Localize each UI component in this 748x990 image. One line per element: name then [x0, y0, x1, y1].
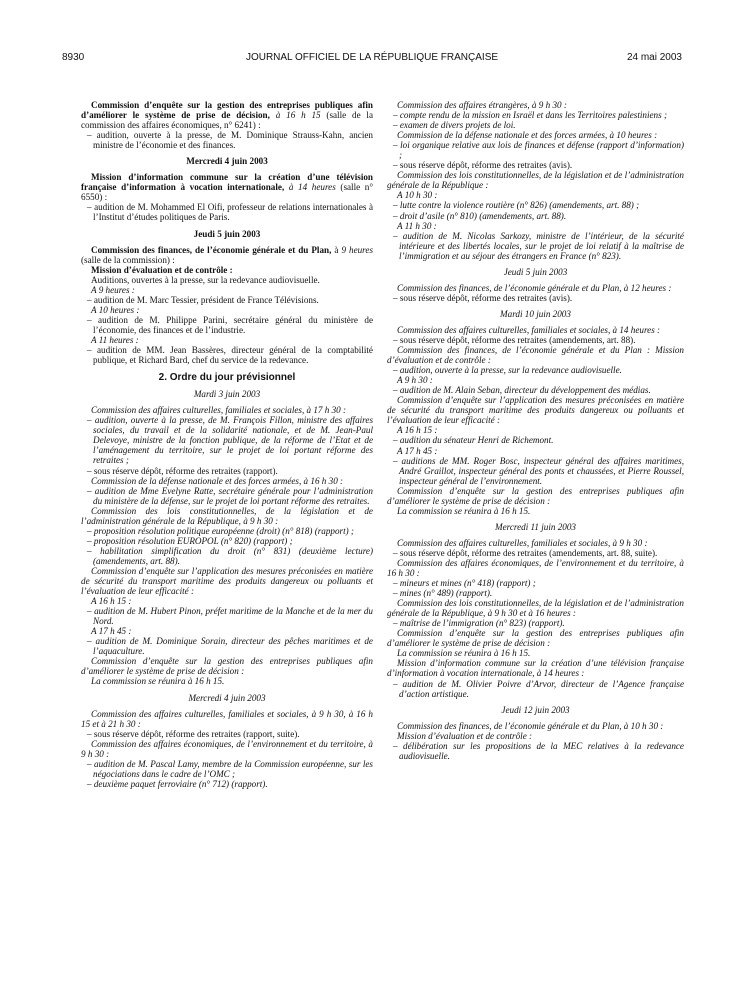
commission-heading: Commission des finances, de l’économie générale et du Plan : Mission d’évaluation et de contrôle :: [387, 345, 684, 366]
commission-heading: Commission des affaires culturelles, familiales et sociales, à 14 heures :: [397, 324, 661, 335]
agenda-note: Auditions, ouvertes à la presse, sur la redevance audiovisuelle.: [91, 274, 320, 285]
time-slot: A 17 h 45 :: [91, 626, 132, 637]
day-heading: Mercredi 4 juin 2003: [186, 156, 268, 167]
commission-heading: Commission d’enquête sur la gestion des entreprises publiques afin d’améliorer le système de prise de décision :: [387, 628, 684, 649]
agenda-item: – délibération sur les propositions de la MEC relatives à la redevance audiovisuelle.: [393, 740, 684, 761]
agenda-item: – audition, ouverte à la presse, de M. Dominique Strauss-Kahn, ancien ministre de l’économie et des finances.: [87, 130, 373, 151]
commission-heading: Commission des affaires culturelles, familiales et sociales, à 17 h 30 :: [91, 405, 347, 416]
agenda-item: – sous réserve dépôt, réforme des retraites (rapport).: [87, 465, 278, 476]
time-slot: A 10 heures :: [91, 304, 140, 315]
agenda-item: – auditions de MM. Roger Bosc, inspecteur général des affaires maritimes, André Graillot, inspecteur général des ponts et chaussées, et Pierre Roussel, inspecteur général de l’environnement.: [393, 455, 684, 486]
commission-heading: Commission d’enquête sur la gestion des entreprises publiques afin d’améliorer le système de prise de décision :: [387, 485, 684, 506]
agenda-item: – audition de M. Mohammed El Oifi, professeur de relations internationales à l’Institut d’études politiques de Paris.: [87, 202, 373, 223]
agenda-item: – audition de M. Philippe Parini, secrétaire général du ministère de l’économie, des finances et de l’industrie.: [87, 314, 373, 335]
agenda-item: – audition, ouverte à la presse, de M. François Fillon, ministre des affaires sociales, du travail et de la solidarité nationale, et de M. Jean-Paul Delevoye, ministre de la fonction publique, de la réforme de l’Etat et de l’aménagement du territoire, sur le projet de loi portant réforme des retraites ;: [87, 415, 373, 466]
agenda-item: – sous réserve dépôt, réforme des retraites (amendements, art. 88, suite).: [393, 547, 658, 558]
commission-heading: Commission des finances, de l’économie générale et du Plan, à 12 heures :: [397, 282, 672, 293]
commission-heading: Commission des finances, de l’économie générale et du Plan, à 10 h 30 :: [397, 720, 664, 731]
commission-heading: Commission des lois constitutionnelles, de la législation et de l’administration générale de la République, à 9 h 30 :: [81, 505, 373, 526]
section-heading: 2. Ordre du jour prévisionnel: [158, 372, 296, 384]
commission-heading: Commission de la défense nationale et des forces armées, à 16 h 30 :: [91, 475, 344, 486]
agenda-item: – audition de M. Hubert Pinon, préfet maritime de la Manche et de la mer du Nord.: [87, 606, 373, 627]
agenda-item: – audition, ouverte à la presse, sur la redevance audiovisuelle.: [393, 365, 622, 376]
agenda-item: – audition du sénateur Henri de Richemont.: [393, 435, 554, 446]
time-slot: A 16 h 15 :: [397, 425, 438, 436]
agenda-item: – lutte contre la violence routière (n° 826) (amendements, art. 88) ;: [393, 200, 640, 211]
agenda-item: – mineurs et mines (n° 418) (rapport) ;: [393, 578, 536, 589]
agenda-item: – audition de Mme Evelyne Ratte, secrétaire générale pour l’administration du ministère de la défense, sur le projet de loi portant réforme des retraites.: [87, 485, 373, 506]
day-heading: Jeudi 12 juin 2003: [501, 704, 570, 715]
agenda-item: – audition de M. Dominique Sorain, directeur des pêches maritimes et de l’aquaculture.: [87, 636, 373, 657]
time-slot: A 9 heures :: [91, 284, 135, 295]
time-slot: A 16 h 15 :: [91, 596, 132, 607]
commission-heading: Commission des finances, de l’économie générale et du Plan, à 9 heures (salle de la commission) :: [81, 244, 373, 265]
commission-heading: Commission d’enquête sur l’application des mesures préconisées en matière de sécurité du transport maritime des produits dangereux ou polluants et l’évaluation de leur efficacité :: [387, 395, 684, 426]
agenda-item: – audition de M. Pascal Lamy, membre de la Commission européenne, sur les négociations dans le cadre de l’OMC ;: [87, 758, 373, 779]
commission-heading: Commission des lois constitutionnelles, de la législation et de l’administration générale de la République :: [387, 170, 684, 191]
time-slot: A 9 h 30 :: [397, 375, 433, 386]
agenda-note: La commission se réunira à 16 h 15.: [397, 648, 531, 659]
agenda-item: – proposition résolution EUROPOL (n° 820) (rapport) ;: [87, 535, 293, 546]
right-column: [387, 100, 684, 761]
agenda-item: – sous réserve dépôt, réforme des retraites (rapport, suite).: [87, 728, 300, 739]
day-heading: Mardi 3 juin 2003: [193, 389, 261, 400]
day-heading: Jeudi 5 juin 2003: [193, 228, 261, 239]
mission-heading: Mission d’évaluation et de contrôle :: [397, 730, 533, 741]
commission-heading: Commission d’enquête sur l’application des mesures préconisées en matière de sécurité du transport maritime des produits dangereux ou polluants et l’évaluation de leur efficacité :: [81, 565, 373, 597]
page-number: 8930: [62, 52, 85, 63]
commission-heading: Commission des affaires culturelles, familiales et sociales, à 9 h 30 :: [397, 537, 648, 548]
agenda-item: – sous réserve dépôt, réforme des retraites (avis).: [393, 160, 573, 171]
time-slot: A 10 h 30 :: [397, 190, 438, 201]
agenda-item: – audition de M. Marc Tessier, président de France Télévisions.: [87, 294, 319, 305]
agenda-note: La commission se réunira à 16 h 15.: [397, 505, 531, 516]
agenda-item: – mines (n° 489) (rapport).: [393, 588, 493, 599]
agenda-item: – habilitation simplification du droit (n° 831) (deuxième lecture) (amendements, art. 88).: [87, 545, 373, 566]
commission-heading: Commission d’enquête sur la gestion des entreprises publiques afin d’améliorer le système de prise de décision :: [81, 656, 373, 677]
time-slot: A 11 h 30 :: [397, 220, 437, 231]
agenda-note: La commission se réunira à 16 h 15.: [91, 676, 225, 687]
commission-heading: Mission d’information commune sur la création d’une télévision française d’information à vocation internationale, à 14 heures :: [387, 658, 684, 679]
agenda-item: – proposition résolution politique européenne (droit) (n° 818) (rapport) ;: [87, 525, 354, 536]
commission-heading: Commission des lois constitutionnelles, de la législation et de l’administration générale de la République, à 9 h 30 et à 16 heures :: [387, 598, 684, 619]
day-heading: Jeudi 5 juin 2003: [503, 266, 568, 277]
commission-heading: Commission d’enquête sur la gestion des entreprises publiques afin d’améliorer le système de prise de décision, à 16 h 15 (salle de la commission des affaires économiques, n° 6241) :: [81, 100, 374, 131]
agenda-item: – audition de M. Olivier Poivre d’Arvor, directeur de l’Agence française d’action artistique.: [393, 678, 684, 699]
day-heading: Mardi 10 juin 2003: [500, 308, 571, 319]
commission-heading: Commission des affaires économiques, de l’environnement et du territoire, à 16 h 30 :: [387, 557, 684, 579]
journal-title: JOURNAL OFFICIEL DE LA RÉPUBLIQUE FRANÇAISE: [245, 52, 499, 63]
left-column: [81, 100, 373, 789]
time-slot: A 11 heures :: [91, 334, 139, 345]
commission-heading: Commission des affaires étrangères, à 9 h 30 :: [397, 100, 567, 110]
page-header: [62, 52, 682, 66]
issue-date: 24 mai 2003: [626, 52, 682, 63]
agenda-item: – sous réserve dépôt, réforme des retraites (amendements, art. 88).: [393, 334, 636, 345]
agenda-item: – audition de MM. Jean Bassères, directeur général de la comptabilité publique, et Richard Bard, chef du service de la redevance.: [87, 345, 373, 366]
agenda-item: – maîtrise de l’immigration (n° 823) (rapport).: [393, 618, 565, 629]
commission-heading: Commission des affaires culturelles, familiales et sociales, à 9 h 30, à 16 h 15 et à 21 h 30 :: [81, 708, 373, 729]
day-heading: Mercredi 4 juin 2003: [188, 692, 266, 703]
agenda-item: – sous réserve dépôt, réforme des retraites (avis).: [393, 292, 573, 303]
agenda-item: – loi organique relative aux lois de finances et défense (rapport d’information) ;: [393, 140, 684, 161]
day-heading: Mercredi 11 juin 2003: [494, 521, 576, 532]
agenda-item: – compte rendu de la mission en Israël et dans les Territoires palestiniens ;: [393, 110, 667, 121]
mission-heading: Mission d’évaluation et de contrôle :: [91, 264, 233, 275]
agenda-item: – deuxième paquet ferroviaire (n° 712) (rapport).: [87, 778, 268, 789]
commission-heading: Commission des affaires économiques, de l’environnement et du territoire, à 9 h 30 :: [81, 738, 373, 759]
commission-heading: Mission d’information commune sur la création d’une télévision française d’information à vocation internationale, à 14 heures (salle n° 6550) :: [81, 172, 374, 203]
agenda-item: – audition de M. Nicolas Sarkozy, ministre de l’intérieur, de la sécurité intérieure et des libertés locales, sur le projet de loi relatif à la maîtrise de l’immigration et au séjour des étrangers en France (n° 823).: [393, 230, 684, 261]
time-slot: A 17 h 45 :: [397, 445, 438, 456]
commission-heading: Commission de la défense nationale et des forces armées, à 10 heures :: [397, 130, 658, 141]
agenda-item: – examen de divers projets de loi.: [393, 120, 516, 131]
agenda-item: – droit d’asile (n° 810) (amendements, art. 88).: [393, 210, 567, 221]
agenda-item: – audition de M. Alain Seban, directeur du développement des médias.: [393, 385, 651, 396]
